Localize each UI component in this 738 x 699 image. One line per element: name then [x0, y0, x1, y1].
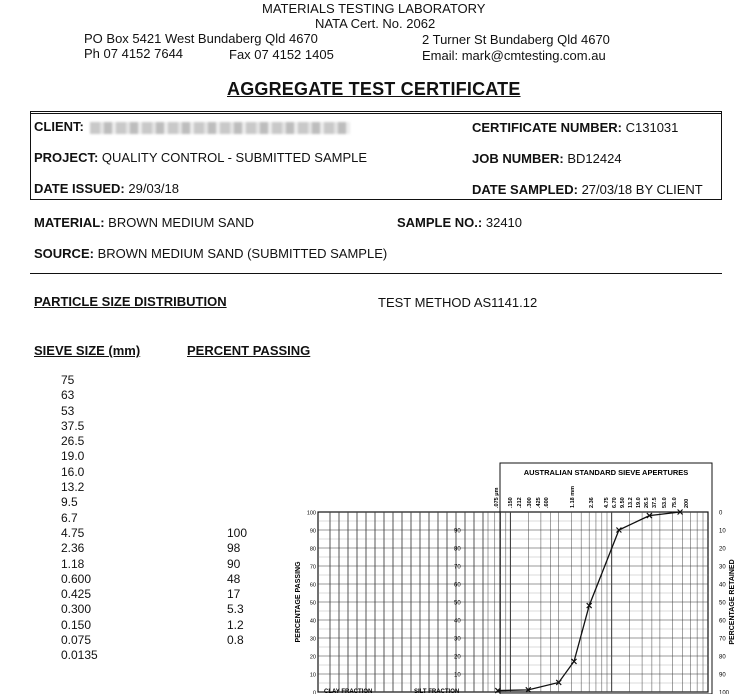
date-issued — [34, 181, 179, 196]
right-tick-label: 10 — [719, 528, 726, 535]
nata-cert: NATA Cert. No. 2062 — [315, 16, 436, 31]
sieve-aperture-label: 26.5 — [644, 497, 650, 508]
source-label: SOURCE: — [34, 246, 94, 261]
bottom-fraction-label: CLAY FRACTION — [324, 689, 373, 694]
certificate-title: AGGREGATE TEST CERTIFICATE — [227, 79, 521, 99]
right-tick-label: 90 — [719, 672, 726, 679]
percent-passing-cell: 5.3 — [227, 602, 244, 617]
sieve-size-cell: 0.425 — [61, 587, 92, 602]
percent-passing-cell — [227, 449, 247, 464]
percent-passing-cell: 1.2 — [227, 617, 244, 632]
job-value: BD12424 — [567, 151, 622, 166]
sieve-aperture-label: .600 — [544, 497, 550, 508]
sieve-size-cell: 0.150 — [61, 617, 92, 632]
test-method: TEST METHOD AS1141.12 — [378, 295, 538, 310]
sieve-aperture-label: .300 — [527, 497, 533, 508]
inner-tick-label: 70 — [454, 564, 461, 571]
email: Email: mark@cmtesting.com.au — [422, 48, 606, 63]
sieve-size-cell: 63 — [61, 388, 75, 403]
box-bottom — [30, 199, 722, 200]
right-tick-label: 30 — [719, 564, 726, 571]
material-label: MATERIAL: — [34, 215, 105, 230]
source-field — [34, 246, 387, 261]
job-number — [472, 151, 622, 166]
right-tick-label: 80 — [719, 654, 726, 661]
passing-list — [227, 373, 247, 664]
sieve-size-cell: 16.0 — [61, 464, 85, 479]
sieve-size-cell: 13.2 — [61, 480, 85, 495]
client-field — [34, 119, 350, 134]
inner-tick-label: 30 — [454, 636, 461, 643]
percent-passing-cell: 48 — [227, 571, 241, 586]
sieve-aperture-label: .425 — [536, 497, 542, 508]
sieve-aperture-label: 200 — [684, 498, 690, 508]
psd-heading: PARTICLE SIZE DISTRIBUTION — [34, 294, 227, 309]
client-label: CLIENT: — [34, 119, 84, 134]
box-top — [30, 111, 722, 112]
sieve-aperture-label: 4.75 — [604, 497, 610, 508]
sieve-aperture-label: 2.36 — [589, 497, 595, 508]
sieve-list — [61, 373, 98, 664]
sample-number — [397, 215, 522, 230]
material-field — [34, 215, 254, 230]
sieve-aperture-label: 9.50 — [620, 497, 626, 508]
box-left — [30, 111, 31, 200]
sample-label: SAMPLE NO.: — [397, 215, 483, 230]
sieve-size-cell: 0.300 — [61, 602, 92, 617]
left-tick-label: 100 — [306, 510, 316, 517]
percent-passing-cell: 17 — [227, 587, 241, 602]
percent-passing-cell — [227, 465, 247, 480]
project-value: QUALITY CONTROL - SUBMITTED SAMPLE — [101, 150, 368, 165]
sieve-aperture-label: 1.18 mm — [570, 485, 576, 508]
left-tick-label: 10 — [309, 672, 316, 679]
inner-tick-label: 60 — [454, 582, 461, 589]
sieve-size-cell: 26.5 — [61, 434, 85, 449]
percent-passing-cell — [227, 480, 247, 495]
inner-tick-label: 20 — [454, 654, 461, 661]
box-divider — [30, 113, 722, 114]
grading-chart-svg — [288, 460, 738, 694]
inner-tick-label: 90 — [454, 528, 461, 535]
left-tick-label: 0 — [312, 690, 316, 694]
date-issued-label: DATE ISSUED: — [34, 181, 125, 196]
project-field — [34, 150, 367, 165]
percent-passing-cell: 0.8 — [227, 633, 244, 648]
left-tick-label: 60 — [309, 582, 316, 589]
sieve-aperture-label: 37.5 — [652, 497, 658, 508]
job-label: JOB NUMBER: — [472, 151, 564, 166]
left-tick-label: 40 — [309, 618, 316, 625]
sieve-size-cell: 75 — [61, 373, 75, 387]
certificate-label: CERTIFICATE NUMBER: — [472, 120, 622, 135]
source-value: BROWN MEDIUM SAND (SUBMITTED SAMPLE) — [97, 246, 388, 261]
sieve-size-cell: 0.0135 — [61, 648, 98, 663]
fax: Fax 07 4152 1405 — [229, 47, 334, 62]
date-sampled — [472, 182, 703, 197]
percent-passing-cell: 100 — [227, 525, 248, 540]
left-tick-label: 70 — [309, 564, 316, 571]
sieve-size-cell: 6.7 — [61, 510, 78, 525]
sieve-size-cell: 0.075 — [61, 633, 92, 648]
sieve-size-cell: 4.75 — [61, 525, 85, 540]
sieve-size-cell: 37.5 — [61, 418, 85, 433]
percent-passing-cell — [227, 373, 247, 388]
left-tick-label: 20 — [309, 654, 316, 661]
sieve-size-cell: 53 — [61, 403, 75, 418]
percent-passing-cell — [227, 511, 247, 526]
sieve-aperture-label: 6.70 — [612, 497, 618, 508]
inner-tick-label: 40 — [454, 618, 461, 625]
sieve-aperture-label: .075 μm — [494, 487, 500, 508]
project-label: PROJECT: — [34, 150, 99, 165]
sieve-aperture-label: 13.2 — [628, 497, 634, 508]
sieve-aperture-label: 53.0 — [662, 497, 668, 508]
grading-chart — [288, 460, 738, 694]
date-sampled-value: 27/03/18 BY CLIENT — [581, 182, 703, 197]
right-tick-label: 100 — [719, 690, 730, 694]
right-tick-label: 50 — [719, 600, 726, 607]
material-value: BROWN MEDIUM SAND — [108, 215, 255, 230]
right-tick-label: 20 — [719, 546, 726, 553]
left-tick-label: 30 — [309, 636, 316, 643]
sample-value: 32410 — [485, 215, 523, 230]
sieve-size-cell: 9.5 — [61, 495, 78, 510]
percent-passing-cell — [227, 648, 247, 663]
bottom-fraction-label: SILT FRACTION — [414, 689, 460, 694]
y-axis-label-right: PERCENTAGE RETAINED — [729, 559, 736, 645]
left-tick-label: 80 — [309, 546, 316, 553]
street-address: 2 Turner St Bundaberg Qld 4670 — [422, 32, 610, 47]
right-tick-label: 60 — [719, 618, 726, 625]
percent-passing-cell — [227, 434, 247, 449]
left-tick-label: 50 — [309, 600, 316, 607]
sieve-size-cell: 19.0 — [61, 449, 85, 464]
right-tick-label: 0 — [719, 510, 723, 517]
right-tick-label: 70 — [719, 636, 726, 643]
right-tick-label: 40 — [719, 582, 726, 589]
sieve-aperture-label: .212 — [517, 497, 523, 508]
inner-tick-label: 80 — [454, 546, 461, 553]
certificate-value: C131031 — [625, 120, 679, 135]
sieve-size-cell: 0.600 — [61, 571, 92, 586]
redacted-client — [90, 122, 350, 134]
y-axis-label: PERCENTAGE PASSING — [295, 561, 302, 643]
certificate-number — [472, 120, 678, 135]
left-tick-label: 90 — [309, 528, 316, 535]
po-box: PO Box 5421 West Bundaberg Qld 4670 — [84, 31, 318, 46]
phone: Ph 07 4152 7644 — [84, 46, 184, 61]
col-percent-passing: PERCENT PASSING — [187, 343, 311, 358]
percent-passing-cell — [227, 495, 247, 510]
percent-passing-cell: 90 — [227, 556, 241, 571]
date-sampled-label: DATE SAMPLED: — [472, 182, 578, 197]
percent-passing-cell: 98 — [227, 541, 241, 556]
sieve-aperture-label: 19.0 — [636, 497, 642, 508]
sieve-size-cell: 2.36 — [61, 541, 85, 556]
chart-title: AUSTRALIAN STANDARD SIEVE APERTURES — [523, 468, 689, 477]
inner-tick-label: 50 — [454, 600, 461, 607]
percent-passing-cell — [227, 388, 247, 403]
percent-passing-cell — [227, 419, 247, 434]
sieve-aperture-label: 75.0 — [672, 497, 678, 508]
percent-passing-cell — [227, 404, 247, 419]
lab-name: MATERIALS TESTING LABORATORY — [262, 1, 486, 16]
box-right — [721, 111, 722, 200]
sieve-size-cell: 1.18 — [61, 556, 85, 571]
col-sieve-size: SIEVE SIZE (mm) — [34, 343, 141, 358]
section-divider — [30, 273, 722, 274]
inner-tick-label: 10 — [454, 672, 461, 679]
date-issued-value: 29/03/18 — [128, 181, 179, 196]
sieve-aperture-label: .150 — [508, 497, 514, 508]
